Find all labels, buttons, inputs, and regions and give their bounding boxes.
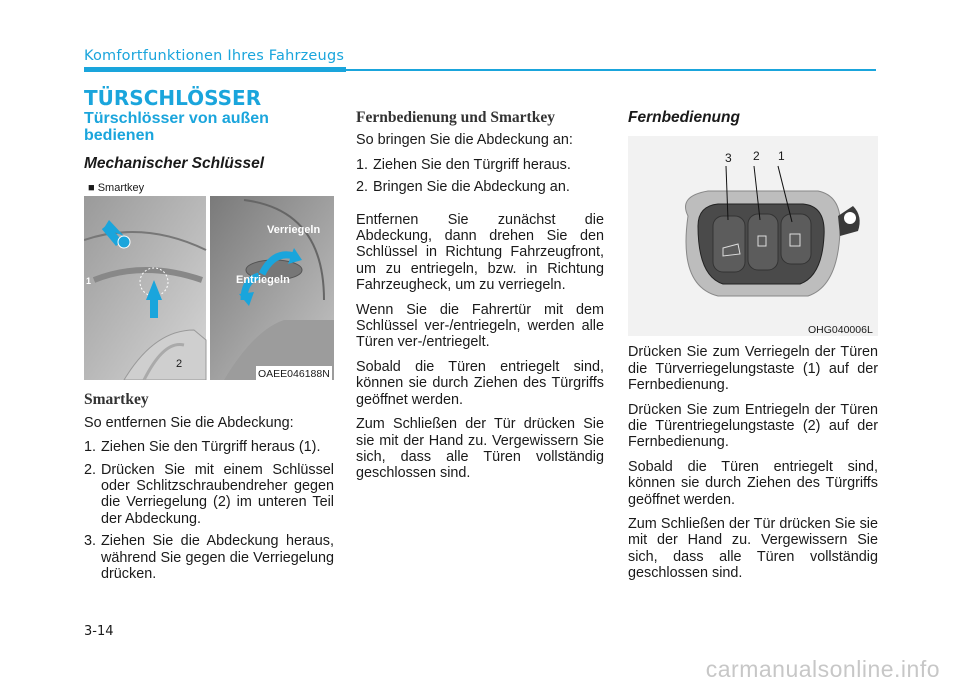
col2-intro: So bringen Sie die Abdeckung an: xyxy=(356,132,573,149)
col2-paragraph: Sobald die Türen entriegelt sind, können sie durch Ziehen des Türgriffs geöffnet werden. xyxy=(356,358,604,408)
col2-paragraph: Entfernen Sie zunächst die Abdeckung, dann drehen Sie den Schlüssel in Richtung Fahrzeugfront, um zu entriegeln, bzw. in Richtung Fahrzeugheck, um zu verriegeln. xyxy=(356,211,604,294)
column-3 xyxy=(628,110,878,590)
remote-key-figure xyxy=(628,136,878,336)
step-item: 1. Ziehen Sie den Türgriff heraus (1). xyxy=(84,439,321,456)
header-rule xyxy=(346,69,876,71)
door-handle-illustration xyxy=(84,180,334,380)
col1-heading: Türschlösser von außen bedienen xyxy=(84,110,269,144)
col1-intro: So entfernen Sie die Abdeckung: xyxy=(84,414,294,431)
remote-key-illustration xyxy=(628,136,878,336)
unlock-label: Entriegeln xyxy=(236,274,290,287)
page-number: 3-14 xyxy=(84,624,114,639)
remote-figure-code: OHG040006L xyxy=(808,324,873,337)
col1-steps xyxy=(84,439,334,582)
door-handle-figure xyxy=(84,180,334,380)
column-2 xyxy=(356,110,604,490)
step-item: 2. Drücken Sie mit einem Schlüssel oder Schlitzschraubendreher gegen die Verriegelung (2) im unteren Teil der Abdeckung. xyxy=(84,461,334,527)
step-item: 3. Ziehen Sie die Abdeckung heraus, während Sie gegen die Verriegelung drücken. xyxy=(84,533,334,583)
step-item: 2. Bringen Sie die Abdeckung an. xyxy=(356,179,570,196)
col3-paragraph: Sobald die Türen entriegelt sind, können sie durch Ziehen des Türgriffs geöffnet werden. xyxy=(628,458,878,508)
col2-steps xyxy=(356,157,604,196)
column-1 xyxy=(84,110,334,588)
remote-callout-2: 2 xyxy=(753,149,760,164)
lock-label: Verriegeln xyxy=(267,224,321,237)
col2-paragraph: Wenn Sie die Fahrertür mit dem Schlüssel ver-/entriegeln, werden alle Türen ver-/entriegelt. xyxy=(356,301,604,351)
callout-1: 1 xyxy=(86,276,92,287)
header-title: Komfortfunktionen Ihres Fahrzeugs xyxy=(84,48,345,64)
col3-paragraph: Drücken Sie zum Verriegeln der Türen die Türverriegelungstaste (1) auf der Fernbedienung. xyxy=(628,344,878,394)
smartkey-heading: Smartkey xyxy=(84,391,149,409)
col3-paragraph: Zum Schließen der Tür drücken Sie sie mit der Hand zu. Vergewissern Sie sich, dass alle Türen vollständig geschlossen sind. xyxy=(628,516,878,582)
remote-callout-3: 3 xyxy=(725,151,732,166)
figure-label: ■ Smartkey xyxy=(88,182,145,195)
figure-code: OAEE046188N xyxy=(256,366,332,382)
col2-paragraph: Zum Schließen der Tür drücken Sie sie mit der Hand zu. Vergewissern Sie sich, dass alle Türen vollständig geschlossen sind. xyxy=(356,416,604,482)
col1-subheading: Mechanischer Schlüssel xyxy=(84,155,265,172)
col3-paragraph: Drücken Sie zum Entriegeln der Türen die Türentriegelungstaste (2) auf der Fernbedienung. xyxy=(628,401,878,451)
section-title: TÜRSCHLÖSSER xyxy=(84,86,262,110)
callout-2: 2 xyxy=(176,358,183,371)
watermark: carmanualsonline.info xyxy=(705,656,940,682)
col2-heading: Fernbedienung und Smartkey xyxy=(356,109,555,126)
col3-heading: Fernbedienung xyxy=(628,109,740,126)
step-item: 1. Ziehen Sie den Türgriff heraus. xyxy=(356,156,571,173)
remote-callout-1: 1 xyxy=(778,149,785,164)
header-bar xyxy=(84,67,346,72)
